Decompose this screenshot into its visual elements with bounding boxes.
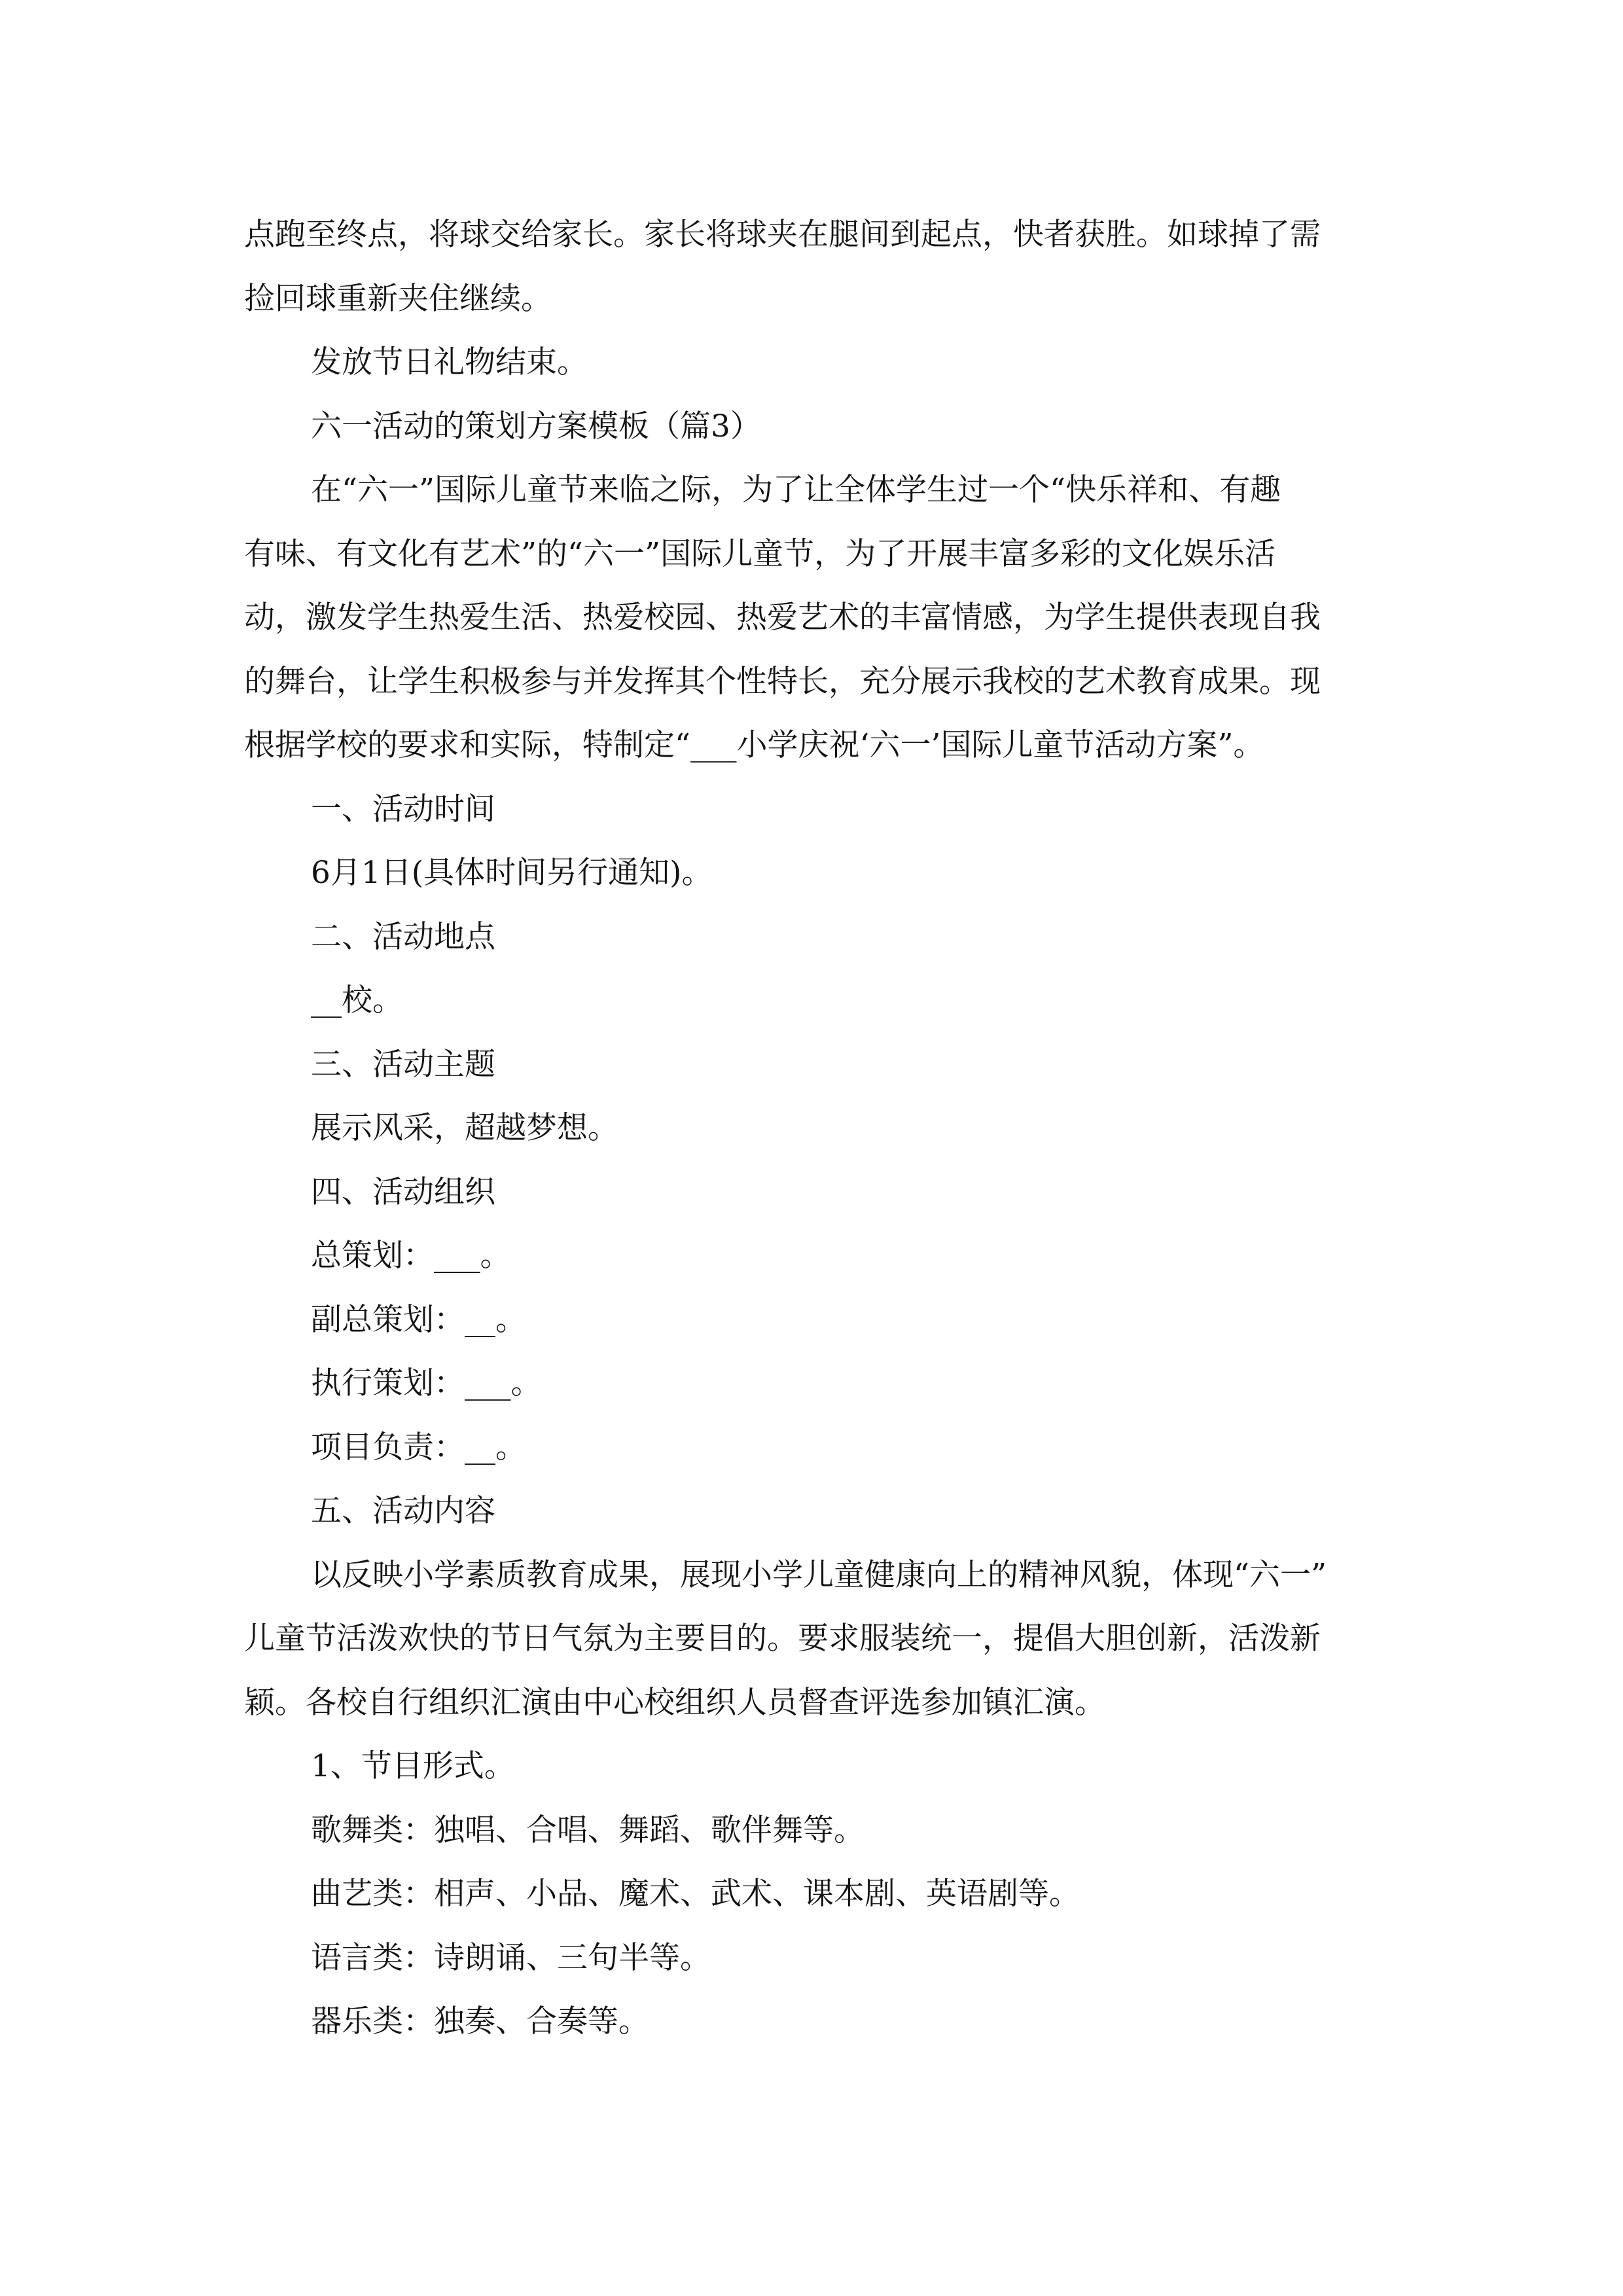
text-line: 儿童节活泼欢快的节日气氛为主要目的。要求服装统一，提倡大胆创新，活泼新 <box>244 1621 1321 1657</box>
text-line: 总策划：___。 <box>311 1238 511 1274</box>
heading-activity-theme: 三、活动主题 <box>311 1046 495 1083</box>
text-line: 点跑至终点，将球交给家长。家长将球夹在腿间到起点，快者获胜。如球掉了需 <box>244 217 1321 253</box>
text-line: 歌舞类：独唱、合唱、舞蹈、歌伴舞等。 <box>311 1812 865 1848</box>
text-line: 曲艺类：相声、小品、魔术、武术、课本剧、英语剧等。 <box>311 1876 1080 1912</box>
text-line: 在“六一”国际儿童节来临之际，为了让全体学生过一个“快乐祥和、有趣 <box>311 472 1281 508</box>
text-line: 颖。各校自行组织汇演由中心校组织人员督查评选参加镇汇演。 <box>244 1684 1105 1721</box>
text-line: 展示风采，超越梦想。 <box>311 1110 618 1146</box>
text-line: 语言类：诗朗诵、三句半等。 <box>311 1939 711 1976</box>
text-line: 项目负责：__。 <box>311 1429 526 1465</box>
heading-activity-content: 五、活动内容 <box>311 1493 495 1529</box>
text-line: 根据学校的要求和实际，特制定“___小学庆祝‘六一’国际儿童节活动方案”。 <box>244 727 1264 763</box>
section-title: 六一活动的策划方案模板（篇3） <box>311 408 761 444</box>
text-line: 发放节日礼物结束。 <box>311 344 588 380</box>
text-line: 有味、有文化有艺术”的“六一”国际儿童节，为了开展丰富多彩的文化娱乐活 <box>244 535 1276 572</box>
text-line: 6月1日(具体时间另行通知)。 <box>311 855 713 891</box>
text-line: 1、节目形式。 <box>311 1748 515 1784</box>
text-line: 执行策划：___。 <box>311 1365 542 1401</box>
document-body <box>244 203 1386 2054</box>
text-line: 器乐类：独奏、合奏等。 <box>311 2003 649 2039</box>
text-line: 以反映小学素质教育成果，展现小学儿童健康向上的精神风貌，体现“六一” <box>311 1556 1327 1593</box>
heading-activity-organization: 四、活动组织 <box>311 1174 495 1210</box>
text-line: 副总策划：__。 <box>311 1301 526 1338</box>
text-line: 捡回球重新夹住继续。 <box>244 280 552 317</box>
text-line: 动，激发学生热爱生活、热爱校园、热爱艺术的丰富情感，为学生提供表现自我 <box>244 600 1321 636</box>
text-line: 的舞台，让学生积极参与并发挥其个性特长，充分展示我校的艺术教育成果。现 <box>244 663 1321 700</box>
heading-activity-location: 二、活动地点 <box>311 918 495 955</box>
heading-activity-time: 一、活动时间 <box>311 791 495 827</box>
text-line: __校。 <box>311 982 403 1018</box>
